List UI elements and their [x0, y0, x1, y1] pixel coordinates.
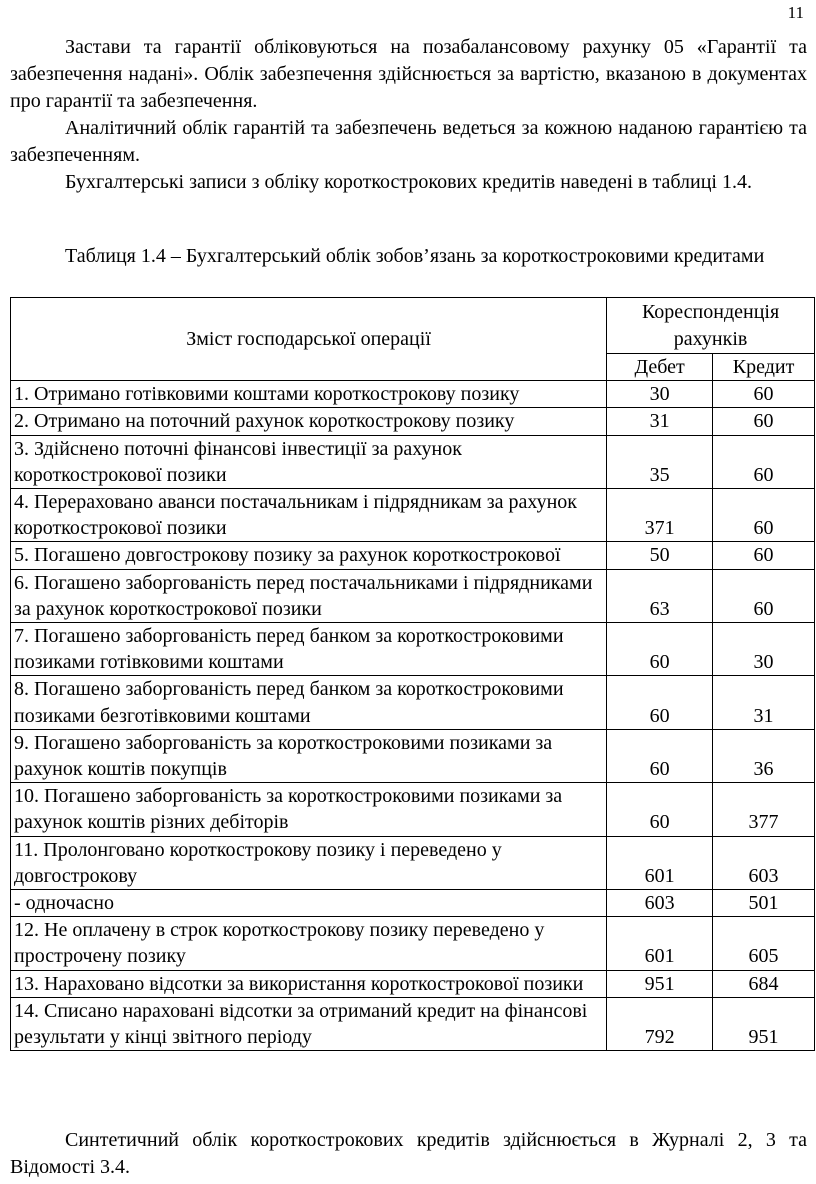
operation-cell: 6. Погашено заборгованість перед постачальниками і підрядниками за рахунок короткострокової позики [11, 569, 607, 622]
table-row [11, 569, 815, 622]
footer-paragraph: Синтетичний облік короткострокових кредитів здійснюється в Журналі 2, 3 та Відомості 3.4. [10, 1129, 807, 1178]
debit-cell: 603 [607, 890, 713, 917]
debit-cell: 35 [607, 435, 713, 488]
operation-cell: - одночасно [11, 890, 607, 917]
credit-cell: 951 [713, 997, 815, 1050]
operation-cell: 2. Отримано на поточний рахунок короткострокову позику [11, 408, 607, 435]
table-row [11, 890, 815, 917]
credit-cell: 603 [713, 836, 815, 889]
debit-cell: 60 [607, 623, 713, 676]
operation-cell: 14. Списано нараховані відсотки за отриманий кредит на фінансові результати у кінці звітного періоду [11, 997, 607, 1050]
paragraph: Аналітичний облік гарантій та забезпечень ведеться за кожною наданою гарантією та забезпеченням. [10, 117, 807, 166]
debit-cell: 792 [607, 997, 713, 1050]
credit-cell: 377 [713, 783, 815, 836]
header-debit: Дебет [607, 354, 713, 381]
debit-cell: 31 [607, 408, 713, 435]
table-row [11, 970, 815, 997]
debit-cell: 50 [607, 542, 713, 569]
credit-cell: 605 [713, 917, 815, 970]
operation-cell: 9. Погашено заборгованість за короткостроковими позиками за рахунок коштів покупців [11, 729, 607, 782]
credit-cell: 60 [713, 435, 815, 488]
table-row [11, 489, 815, 542]
page-number: 11 [787, 3, 804, 22]
header-credit: Кредит [713, 354, 815, 381]
header-operation: Зміст господарської операції [11, 298, 607, 381]
credit-cell: 30 [713, 623, 815, 676]
operation-cell: 7. Погашено заборгованість перед банком за короткостроковими позиками готівковими коштами [11, 623, 607, 676]
table-row [11, 623, 815, 676]
debit-cell: 601 [607, 917, 713, 970]
debit-cell: 951 [607, 970, 713, 997]
table-row [11, 408, 815, 435]
debit-cell: 60 [607, 729, 713, 782]
table-row [11, 783, 815, 836]
operation-cell: 3. Здійснено поточні фінансові інвестиції за рахунок короткострокової позики [11, 435, 607, 488]
operation-cell: 5. Погашено довгострокову позику за рахунок короткострокової [11, 542, 607, 569]
credit-cell: 60 [713, 542, 815, 569]
credit-cell: 31 [713, 676, 815, 729]
debit-cell: 601 [607, 836, 713, 889]
table-row [11, 729, 815, 782]
header-correspondence: Кореспонденція рахунків [607, 298, 815, 354]
credit-cell: 60 [713, 381, 815, 408]
accounting-table [10, 297, 815, 1051]
paragraph: Застави та гарантії обліковуються на позабалансовому рахунку 05 «Гарантії та забезпечення надані». Облік забезпечення здійснюється за вартістю, вказаною в документах про гарантії та забезпечення. [10, 36, 807, 112]
debit-cell: 371 [607, 489, 713, 542]
operation-cell: 4. Перераховано аванси постачальникам і підрядникам за рахунок короткострокової позики [11, 489, 607, 542]
table-row [11, 542, 815, 569]
table-row [11, 381, 815, 408]
credit-cell: 60 [713, 408, 815, 435]
operation-cell: 10. Погашено заборгованість за короткостроковими позиками за рахунок коштів різних дебіторів [11, 783, 607, 836]
debit-cell: 30 [607, 381, 713, 408]
debit-cell: 63 [607, 569, 713, 622]
table-row [11, 836, 815, 889]
credit-cell: 36 [713, 729, 815, 782]
credit-cell: 60 [713, 569, 815, 622]
paragraph: Бухгалтерські записи з обліку короткострокових кредитів наведені в таблиці 1.4. [65, 171, 752, 193]
table-row [11, 997, 815, 1050]
table-row [11, 435, 815, 488]
credit-cell: 501 [713, 890, 815, 917]
operation-cell: 1. Отримано готівковими коштами короткострокову позику [11, 381, 607, 408]
table-row [11, 676, 815, 729]
operation-cell: 12. Не оплачену в строк короткострокову позику переведено у прострочену позику [11, 917, 607, 970]
debit-cell: 60 [607, 783, 713, 836]
intro-text [10, 34, 807, 196]
credit-cell: 684 [713, 970, 815, 997]
operation-cell: 11. Пролонговано короткострокову позику і переведено у довгострокову [11, 836, 607, 889]
table-caption: Таблиця 1.4 – Бухгалтерський облік зобов’язань за короткостроковими кредитами [65, 245, 765, 267]
operation-cell: 8. Погашено заборгованість перед банком за короткостроковими позиками безготівковими коштами [11, 676, 607, 729]
table-row [11, 917, 815, 970]
operation-cell: 13. Нараховано відсотки за використання короткострокової позики [11, 970, 607, 997]
credit-cell: 60 [713, 489, 815, 542]
debit-cell: 60 [607, 676, 713, 729]
